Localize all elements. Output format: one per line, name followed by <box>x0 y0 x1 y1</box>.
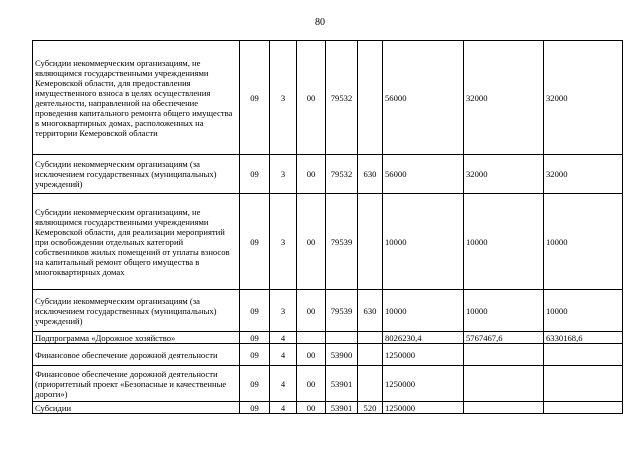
row-code <box>326 332 358 344</box>
row-subsection: 3 <box>270 41 297 155</box>
row-section: 09 <box>240 41 270 155</box>
row-sum-1: 56000 <box>383 155 464 194</box>
row-subsection: 4 <box>270 402 297 414</box>
row-section: 09 <box>240 344 270 366</box>
row-section: 09 <box>240 194 270 290</box>
row-sum-3: 6330168,6 <box>544 332 623 344</box>
row-sum-3: 10000 <box>544 194 623 290</box>
row-code: 79539 <box>326 194 358 290</box>
row-program <box>297 332 326 344</box>
row-section: 09 <box>240 332 270 344</box>
row-sum-2 <box>464 366 544 402</box>
table-row <box>33 344 623 366</box>
row-program: 00 <box>297 402 326 414</box>
row-sum-1: 10000 <box>383 290 464 332</box>
row-sum-2: 32000 <box>464 41 544 155</box>
row-subsection: 4 <box>270 366 297 402</box>
row-subsection: 3 <box>270 290 297 332</box>
row-sum-1: 8026230,4 <box>383 332 464 344</box>
row-name: Подпрограмма «Дорожное хозяйство» <box>33 332 240 344</box>
row-type: 520 <box>358 402 383 414</box>
row-program: 00 <box>297 155 326 194</box>
row-sum-3: 32000 <box>544 155 623 194</box>
row-name: Субсидии некоммерческим организациям (за исключением государственных (муниципальных) учреждений) <box>33 290 240 332</box>
row-subsection: 4 <box>270 332 297 344</box>
table-row <box>33 402 623 414</box>
row-type: 630 <box>358 290 383 332</box>
row-code: 79532 <box>326 41 358 155</box>
table-row <box>33 290 623 332</box>
budget-table <box>32 40 623 414</box>
row-section: 09 <box>240 366 270 402</box>
row-program: 00 <box>297 366 326 402</box>
row-sum-2: 10000 <box>464 194 544 290</box>
row-sum-3 <box>544 402 623 414</box>
row-sum-3: 10000 <box>544 290 623 332</box>
row-sum-1: 1250000 <box>383 366 464 402</box>
row-type <box>358 344 383 366</box>
row-name: Финансовое обеспечение дорожной деятельности <box>33 344 240 366</box>
row-type <box>358 41 383 155</box>
row-sum-3 <box>544 344 623 366</box>
row-program: 00 <box>297 344 326 366</box>
row-name: Субсидии <box>33 402 240 414</box>
row-section: 09 <box>240 402 270 414</box>
row-sum-2: 5767467,6 <box>464 332 544 344</box>
row-sum-2: 32000 <box>464 155 544 194</box>
row-code: 79532 <box>326 155 358 194</box>
row-name: Субсидии некоммерческим организациям (за исключением государственных (муниципальных) учреждений) <box>33 155 240 194</box>
table-row <box>33 41 623 155</box>
row-subsection: 3 <box>270 194 297 290</box>
row-sum-1: 10000 <box>383 194 464 290</box>
row-type <box>358 366 383 402</box>
row-code: 53901 <box>326 366 358 402</box>
table-row <box>33 194 623 290</box>
row-program: 00 <box>297 194 326 290</box>
row-sum-1: 1250000 <box>383 402 464 414</box>
row-section: 09 <box>240 290 270 332</box>
row-type: 630 <box>358 155 383 194</box>
row-sum-3 <box>544 366 623 402</box>
row-sum-1: 56000 <box>383 41 464 155</box>
row-program: 00 <box>297 41 326 155</box>
row-sum-3: 32000 <box>544 41 623 155</box>
row-code: 79539 <box>326 290 358 332</box>
row-sum-2 <box>464 402 544 414</box>
page-number: 80 <box>315 17 325 28</box>
row-section: 09 <box>240 155 270 194</box>
row-code: 53900 <box>326 344 358 366</box>
row-type <box>358 332 383 344</box>
row-name: Субсидии некоммерческим организациям, не являющимся государственными учреждениями Кемеровской области, для реализации мероприятий при освобождении отдельных категорий собственников жилых помещений от уплаты взносов на капитальный ремонт общего имущества в многоквартирных домах <box>33 194 240 290</box>
row-name: Финансовое обеспечение дорожной деятельности (приоритетный проект «Безопасные и качественные дороги») <box>33 366 240 402</box>
row-code: 53901 <box>326 402 358 414</box>
row-program: 00 <box>297 290 326 332</box>
table-row <box>33 155 623 194</box>
row-type <box>358 194 383 290</box>
row-name: Субсидии некоммерческим организациям, не являющимся государственными учреждениями Кемеровской области, для предоставления имущественного взноса в целях осуществления деятельности, направленной на обеспечение проведения капитального ремонта общего имущества в многоквартирных домах, расположенных на территории Кемеровской области <box>33 41 240 155</box>
row-sum-2: 10000 <box>464 290 544 332</box>
row-subsection: 4 <box>270 344 297 366</box>
row-sum-2 <box>464 344 544 366</box>
row-sum-1: 1250000 <box>383 344 464 366</box>
row-subsection: 3 <box>270 155 297 194</box>
table-row <box>33 332 623 344</box>
table-row <box>33 366 623 402</box>
